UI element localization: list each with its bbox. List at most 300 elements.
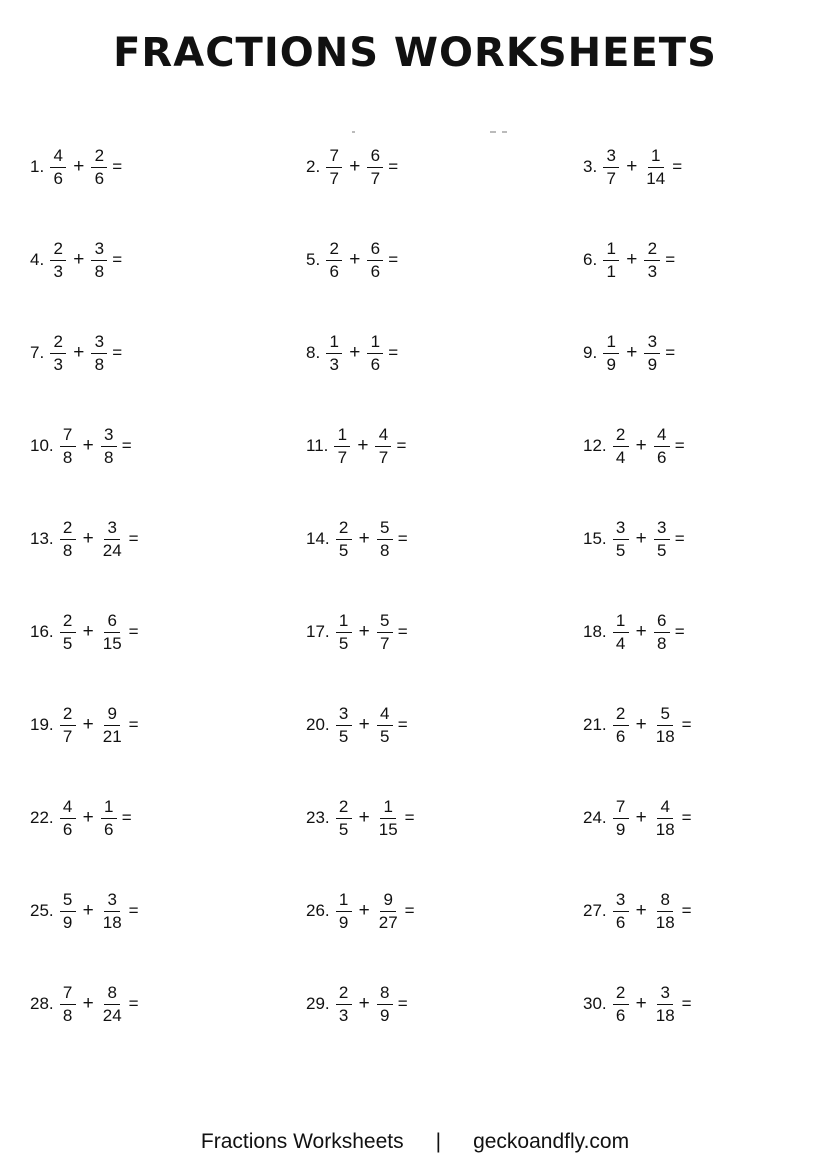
denominator: 5: [338, 726, 349, 746]
denominator: 3: [53, 354, 63, 374]
first-fraction: [60, 798, 76, 839]
numerator: 2: [336, 519, 352, 540]
denominator: 5: [380, 726, 390, 746]
numerator: 6: [367, 240, 383, 261]
denominator: 9: [380, 1005, 390, 1025]
numerator: 7: [60, 426, 76, 447]
equals-sign: =: [404, 808, 415, 827]
problem-number: 21.: [583, 715, 607, 734]
denominator: 6: [104, 819, 114, 839]
second-fraction: [654, 705, 677, 746]
problem-number: 29.: [306, 994, 330, 1013]
plus-operator: +: [82, 807, 94, 828]
denominator: 18: [655, 1005, 675, 1025]
second-fraction: [91, 147, 107, 188]
numerator: 2: [336, 798, 352, 819]
denominator: 9: [338, 912, 349, 932]
numerator: 1: [326, 333, 342, 354]
second-fraction: [377, 798, 400, 839]
first-fraction: [50, 240, 66, 281]
problem-number: 23.: [306, 808, 330, 827]
equals-sign: =: [397, 715, 408, 734]
first-fraction: [613, 612, 629, 653]
numerator: 7: [613, 798, 629, 819]
numerator: 8: [377, 984, 393, 1005]
numerator: 1: [336, 612, 352, 633]
plus-operator: +: [82, 714, 94, 735]
equals-sign: =: [121, 808, 132, 827]
numerator: 2: [60, 612, 76, 633]
denominator: 6: [615, 1005, 626, 1025]
numerator: 3: [91, 333, 107, 354]
problem-number: 8.: [306, 343, 321, 362]
numerator: 2: [60, 705, 76, 726]
problem-number: 2.: [306, 157, 321, 176]
problem-number: 13.: [30, 529, 54, 548]
numerator: 5: [377, 519, 393, 540]
second-fraction: [101, 705, 124, 746]
denominator: 18: [102, 912, 122, 932]
denominator: 6: [370, 261, 381, 281]
first-fraction: [60, 984, 76, 1025]
numerator: 3: [336, 705, 352, 726]
denominator: 4: [615, 447, 626, 467]
numerator: 2: [644, 240, 660, 261]
plus-operator: +: [358, 528, 370, 549]
first-fraction: [613, 519, 629, 560]
denominator: 18: [655, 819, 675, 839]
first-fraction: [613, 798, 629, 839]
problem-number: 22.: [30, 808, 54, 827]
denominator: 27: [378, 912, 398, 932]
problem-item: [30, 602, 139, 662]
first-fraction: [613, 426, 629, 467]
equals-sign: =: [128, 622, 139, 641]
denominator: 18: [655, 726, 675, 746]
first-fraction: [326, 333, 342, 374]
numerator: 1: [603, 333, 619, 354]
denominator: 6: [94, 168, 105, 188]
equals-sign: =: [128, 901, 139, 920]
plus-operator: +: [73, 249, 85, 270]
numerator: 9: [380, 891, 396, 912]
problem-item: [306, 881, 415, 941]
numerator: 4: [377, 705, 393, 726]
numerator: 4: [654, 426, 670, 447]
problem-number: 25.: [30, 901, 54, 920]
second-fraction: [654, 798, 677, 839]
equals-sign: =: [397, 622, 408, 641]
numerator: 3: [644, 333, 660, 354]
numerator: 3: [654, 519, 670, 540]
equals-sign: =: [128, 994, 139, 1013]
numerator: 4: [50, 147, 66, 168]
numerator: 3: [613, 519, 629, 540]
numerator: 5: [657, 705, 673, 726]
numerator: 2: [50, 240, 66, 261]
numerator: 2: [326, 240, 342, 261]
problem-item: [30, 695, 139, 755]
problem-item: [306, 974, 408, 1034]
numerator: 8: [104, 984, 120, 1005]
denominator: 7: [380, 633, 390, 653]
numerator: 3: [91, 240, 107, 261]
first-fraction: [336, 705, 352, 746]
denominator: 15: [102, 633, 122, 653]
denominator: 9: [606, 354, 616, 374]
second-fraction: [101, 612, 124, 653]
equals-sign: =: [112, 250, 123, 269]
first-fraction: [603, 240, 619, 281]
second-fraction: [654, 891, 677, 932]
numerator: 3: [101, 426, 117, 447]
problem-number: 12.: [583, 436, 607, 455]
problem-item: [306, 509, 408, 569]
numerator: 2: [613, 705, 629, 726]
first-fraction: [336, 984, 352, 1025]
second-fraction: [101, 798, 117, 839]
denominator: 6: [53, 168, 63, 188]
denominator: 8: [104, 447, 114, 467]
denominator: 6: [615, 726, 626, 746]
second-fraction: [377, 705, 393, 746]
first-fraction: [613, 705, 629, 746]
denominator: 24: [102, 540, 122, 560]
numerator: 1: [367, 333, 383, 354]
denominator: 18: [655, 912, 675, 932]
denominator: 3: [647, 261, 658, 281]
equals-sign: =: [388, 157, 399, 176]
denominator: 24: [102, 1005, 122, 1025]
problem-item: [306, 788, 415, 848]
problem-number: 1.: [30, 157, 45, 176]
first-fraction: [60, 891, 76, 932]
first-fraction: [613, 891, 629, 932]
problem-number: 28.: [30, 994, 54, 1013]
second-fraction: [367, 240, 383, 281]
equals-sign: =: [665, 250, 676, 269]
numerator: 4: [375, 426, 391, 447]
numerator: 3: [657, 984, 673, 1005]
first-fraction: [326, 147, 342, 188]
denominator: 5: [338, 540, 349, 560]
problem-item: [583, 323, 675, 383]
plus-operator: +: [358, 993, 370, 1014]
numerator: 2: [336, 984, 352, 1005]
second-fraction: [91, 333, 107, 374]
denominator: 8: [62, 1005, 73, 1025]
second-fraction: [654, 426, 670, 467]
footer-separator: |: [435, 1130, 442, 1153]
problem-item: [306, 602, 408, 662]
denominator: 15: [378, 819, 398, 839]
numerator: 7: [60, 984, 76, 1005]
equals-sign: =: [397, 529, 408, 548]
denominator: 6: [370, 354, 381, 374]
problem-item: [306, 416, 406, 476]
numerator: 5: [377, 612, 393, 633]
numerator: 1: [101, 798, 117, 819]
footer-website: geckoandfly.com: [473, 1130, 630, 1153]
numerator: 4: [60, 798, 76, 819]
denominator: 3: [53, 261, 63, 281]
numerator: 1: [648, 147, 664, 168]
second-fraction: [644, 147, 667, 188]
first-fraction: [336, 519, 352, 560]
plus-operator: +: [349, 342, 361, 363]
second-fraction: [644, 333, 660, 374]
first-fraction: [334, 426, 350, 467]
numerator: 6: [104, 612, 120, 633]
second-fraction: [91, 240, 107, 281]
plus-operator: +: [349, 249, 361, 270]
denominator: 8: [657, 633, 667, 653]
numerator: 2: [50, 333, 66, 354]
denominator: 1: [606, 261, 616, 281]
plus-operator: +: [626, 156, 638, 177]
equals-sign: =: [112, 157, 123, 176]
problem-number: 26.: [306, 901, 330, 920]
problem-number: 17.: [306, 622, 330, 641]
plus-operator: +: [635, 807, 647, 828]
denominator: 8: [62, 447, 73, 467]
plus-operator: +: [635, 900, 647, 921]
numerator: 3: [104, 519, 120, 540]
plus-operator: +: [635, 714, 647, 735]
numerator: 1: [603, 240, 619, 261]
problem-item: [306, 137, 398, 197]
problem-number: 11.: [306, 436, 329, 455]
numerator: 9: [104, 705, 120, 726]
denominator: 5: [338, 633, 349, 653]
denominator: 4: [615, 633, 626, 653]
equals-sign: =: [672, 157, 683, 176]
problem-number: 5.: [306, 250, 321, 269]
page-footer: [0, 1130, 830, 1154]
numerator: 1: [334, 426, 350, 447]
problem-item: [583, 230, 675, 290]
equals-sign: =: [681, 994, 692, 1013]
plus-operator: +: [358, 900, 370, 921]
equals-sign: =: [388, 250, 399, 269]
denominator: 8: [62, 540, 73, 560]
equals-sign: =: [128, 529, 139, 548]
plus-operator: +: [626, 342, 638, 363]
problem-number: 18.: [583, 622, 607, 641]
equals-sign: =: [674, 529, 685, 548]
problem-number: 7.: [30, 343, 45, 362]
plus-operator: +: [82, 900, 94, 921]
problem-item: [30, 323, 122, 383]
denominator: 3: [338, 1005, 349, 1025]
second-fraction: [101, 984, 124, 1025]
plus-operator: +: [358, 807, 370, 828]
equals-sign: =: [397, 994, 408, 1013]
first-fraction: [603, 333, 619, 374]
second-fraction: [101, 426, 117, 467]
problem-item: [583, 602, 685, 662]
equals-sign: =: [396, 436, 407, 455]
plus-operator: +: [73, 156, 85, 177]
first-fraction: [603, 147, 619, 188]
numerator: 1: [613, 612, 629, 633]
denominator: 6: [62, 819, 73, 839]
problem-item: [306, 230, 398, 290]
numerator: 3: [104, 891, 120, 912]
problem-item: [30, 881, 139, 941]
second-fraction: [644, 240, 660, 281]
plus-operator: +: [358, 714, 370, 735]
equals-sign: =: [665, 343, 676, 362]
problem-number: 24.: [583, 808, 607, 827]
equals-sign: =: [121, 436, 132, 455]
numerator: 5: [60, 891, 76, 912]
equals-sign: =: [128, 715, 139, 734]
first-fraction: [336, 891, 352, 932]
denominator: 8: [94, 261, 105, 281]
first-fraction: [326, 240, 342, 281]
problem-item: [583, 137, 682, 197]
problem-item: [583, 695, 692, 755]
numerator: 6: [367, 147, 383, 168]
plus-operator: +: [82, 993, 94, 1014]
problem-number: 19.: [30, 715, 54, 734]
plus-operator: +: [82, 621, 94, 642]
equals-sign: =: [674, 622, 685, 641]
first-fraction: [336, 798, 352, 839]
denominator: 6: [657, 447, 667, 467]
plus-operator: +: [635, 993, 647, 1014]
equals-sign: =: [681, 901, 692, 920]
problem-number: 10.: [30, 436, 54, 455]
first-fraction: [336, 612, 352, 653]
plus-operator: +: [358, 621, 370, 642]
plus-operator: +: [82, 435, 94, 456]
numerator: 3: [603, 147, 619, 168]
denominator: 5: [657, 540, 667, 560]
first-fraction: [60, 519, 76, 560]
problem-number: 4.: [30, 250, 45, 269]
problem-item: [583, 788, 692, 848]
plus-operator: +: [357, 435, 369, 456]
problem-number: 3.: [583, 157, 598, 176]
numerator: 2: [91, 147, 107, 168]
second-fraction: [654, 984, 677, 1025]
second-fraction: [654, 519, 670, 560]
equals-sign: =: [674, 436, 685, 455]
first-fraction: [50, 333, 66, 374]
first-fraction: [60, 612, 76, 653]
first-fraction: [60, 426, 76, 467]
problem-item: [306, 323, 398, 383]
problem-item: [30, 137, 122, 197]
plus-operator: +: [73, 342, 85, 363]
denominator: 7: [378, 447, 389, 467]
plus-operator: +: [635, 621, 647, 642]
second-fraction: [377, 612, 393, 653]
problem-number: 9.: [583, 343, 598, 362]
plus-operator: +: [626, 249, 638, 270]
problem-number: 14.: [306, 529, 330, 548]
denominator: 7: [329, 168, 339, 188]
plus-operator: +: [349, 156, 361, 177]
second-fraction: [377, 891, 400, 932]
numerator: 4: [657, 798, 673, 819]
equals-sign: =: [112, 343, 123, 362]
numerator: 8: [657, 891, 673, 912]
denominator: 14: [646, 168, 666, 188]
numerator: 6: [654, 612, 670, 633]
numerator: 2: [60, 519, 76, 540]
second-fraction: [375, 426, 391, 467]
problem-item: [583, 416, 685, 476]
second-fraction: [367, 333, 383, 374]
numerator: 1: [380, 798, 396, 819]
denominator: 9: [62, 912, 73, 932]
problem-number: 6.: [583, 250, 598, 269]
problem-item: [30, 416, 132, 476]
denominator: 9: [647, 354, 658, 374]
denominator: 8: [380, 540, 390, 560]
numerator: 1: [336, 891, 352, 912]
denominator: 7: [606, 168, 616, 188]
denominator: 9: [615, 819, 626, 839]
second-fraction: [654, 612, 670, 653]
plus-operator: +: [635, 528, 647, 549]
problem-number: 30.: [583, 994, 607, 1013]
second-fraction: [101, 891, 124, 932]
problem-number: 16.: [30, 622, 54, 641]
problem-number: 15.: [583, 529, 607, 548]
denominator: 7: [337, 447, 348, 467]
second-fraction: [377, 519, 393, 560]
numerator: 2: [613, 426, 629, 447]
denominator: 6: [615, 912, 626, 932]
denominator: 7: [370, 168, 381, 188]
second-fraction: [367, 147, 383, 188]
problem-item: [583, 974, 692, 1034]
problem-item: [583, 509, 685, 569]
problem-item: [30, 974, 139, 1034]
page-title: FRACTIONS WORKSHEETS: [113, 30, 717, 76]
denominator: 6: [329, 261, 339, 281]
denominator: 5: [62, 633, 73, 653]
denominator: 3: [329, 354, 339, 374]
second-fraction: [377, 984, 393, 1025]
plus-operator: +: [635, 435, 647, 456]
plus-operator: +: [82, 528, 94, 549]
denominator: 7: [62, 726, 73, 746]
first-fraction: [50, 147, 66, 188]
equals-sign: =: [388, 343, 399, 362]
equals-sign: =: [404, 901, 415, 920]
equals-sign: =: [681, 808, 692, 827]
problem-item: [30, 230, 122, 290]
first-fraction: [60, 705, 76, 746]
denominator: 8: [94, 354, 105, 374]
problem-number: 27.: [583, 901, 607, 920]
footer-title: Fractions Worksheets: [200, 1130, 404, 1153]
denominator: 5: [615, 540, 626, 560]
problem-item: [30, 788, 132, 848]
numerator: 3: [613, 891, 629, 912]
numerator: 7: [326, 147, 342, 168]
first-fraction: [613, 984, 629, 1025]
problem-item: [306, 695, 408, 755]
denominator: 5: [338, 819, 349, 839]
problem-item: [30, 509, 139, 569]
second-fraction: [101, 519, 124, 560]
